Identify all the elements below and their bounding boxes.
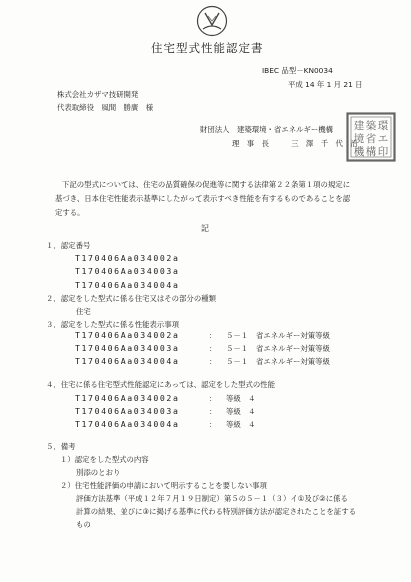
table-row-num: ５－１ xyxy=(226,357,249,366)
cert-number: T170406Aa034004a xyxy=(75,280,180,290)
table-row-sep: ： xyxy=(209,407,217,416)
table-row-sep: ： xyxy=(209,344,217,353)
cert-number: T170406Aa034002a xyxy=(75,253,180,263)
cert-number: T170406Aa034003a xyxy=(75,266,180,276)
table-row-sep: ： xyxy=(209,394,217,403)
svg-text:築: 築 xyxy=(365,120,377,132)
remarks-sub2-line: 評価方法基準（平成１２年７月１９日制定）第５の５－１（３）イ①及び②に係る xyxy=(76,494,348,503)
svg-text:機: 機 xyxy=(353,146,365,158)
table-row-code: T170406Aa034003a xyxy=(75,343,180,353)
table-row-sep: ： xyxy=(209,331,217,340)
table-row-grade: 等級 ４ xyxy=(226,407,256,416)
table-row-code: T170406Aa034003a xyxy=(75,406,180,416)
remarks-sub2-line: 計算の結果、並びに③に掲げる基準に代わる特別評価方法が認定されたことを証する xyxy=(76,507,357,516)
intro-line-1: 下記の型式については、住宅の品質確保の促進等に関する法律第２２条第１項の規定に xyxy=(62,180,351,189)
page-title: 住宅型式性能認定書 xyxy=(151,41,264,55)
table-row-code: T170406Aa034004a xyxy=(75,356,180,366)
svg-text:構: 構 xyxy=(365,146,377,158)
table-row-num: ５－１ xyxy=(226,331,249,340)
svg-text:省: 省 xyxy=(365,133,377,145)
table-row-code: T170406Aa034002a xyxy=(75,330,180,340)
table-row-sep: ： xyxy=(209,420,217,429)
section1-heading: １．認定番号 xyxy=(46,241,91,250)
section2-value: 住宅 xyxy=(76,307,91,316)
table-row-label: 省エネルギー対策等級 xyxy=(256,357,330,366)
recipient-representative: 代表取締役 風間 勝廣 様 xyxy=(57,103,154,112)
remarks-sub1-value: 別添のとおり xyxy=(76,468,121,477)
intro-line-3: 定する。 xyxy=(55,208,85,217)
issuer-organization: 財団法人 建築環境・省エネルギー機構 xyxy=(200,125,334,134)
table-row-code: T170406Aa034002a xyxy=(75,393,180,403)
remarks-sub2-heading: ２）住宅性能評価の申請において明示することを要しない事項 xyxy=(60,481,267,490)
section5-heading: ５．備考 xyxy=(46,442,76,451)
table-row-num: ５－１ xyxy=(226,344,249,353)
svg-text:環: 環 xyxy=(377,120,389,132)
document-number: IBEC 品型－KN0034 xyxy=(262,66,333,75)
section4-heading: ４．住宅に係る住宅型式性能認定にあっては、認定をした型式の性能 xyxy=(46,380,276,389)
svg-text:境: 境 xyxy=(353,133,365,145)
svg-text:エ: エ xyxy=(377,133,389,145)
table-row-label: 省エネルギー対策等級 xyxy=(256,344,330,353)
intro-line-2: 基づき、日本住宅性能表示基準にしたがって表示すべき性能を有するものであることを認 xyxy=(55,194,351,203)
table-row-code: T170406Aa034004a xyxy=(75,419,180,429)
section2-heading: ２．認定をした型式に係る住宅又はその部分の種類 xyxy=(46,294,216,303)
issuer-name: 理 事 長 三 澤 千 代 治 xyxy=(232,139,358,148)
recipient-company: 株式会社カザマ技研開発 xyxy=(57,90,139,99)
table-row-grade: 等級 ４ xyxy=(226,394,256,403)
section3-heading: ３．認定をした型式に係る性能表示事項 xyxy=(46,320,180,329)
table-row-label: 省エネルギー対策等級 xyxy=(256,331,330,340)
ministry-emblem-icon xyxy=(196,5,228,37)
table-row-grade: 等級 ４ xyxy=(226,420,256,429)
remarks-sub1-heading: １）認定をした型式の内容 xyxy=(60,455,149,464)
svg-text:印: 印 xyxy=(377,146,389,158)
issue-date: 平成 14 年 1 月 21 日 xyxy=(288,80,363,89)
ki-heading: 記 xyxy=(201,224,209,233)
svg-text:建: 建 xyxy=(353,120,365,132)
table-row-sep: ： xyxy=(209,357,217,366)
official-seal-stamp xyxy=(346,112,396,162)
remarks-sub2-line: もの xyxy=(76,520,91,529)
